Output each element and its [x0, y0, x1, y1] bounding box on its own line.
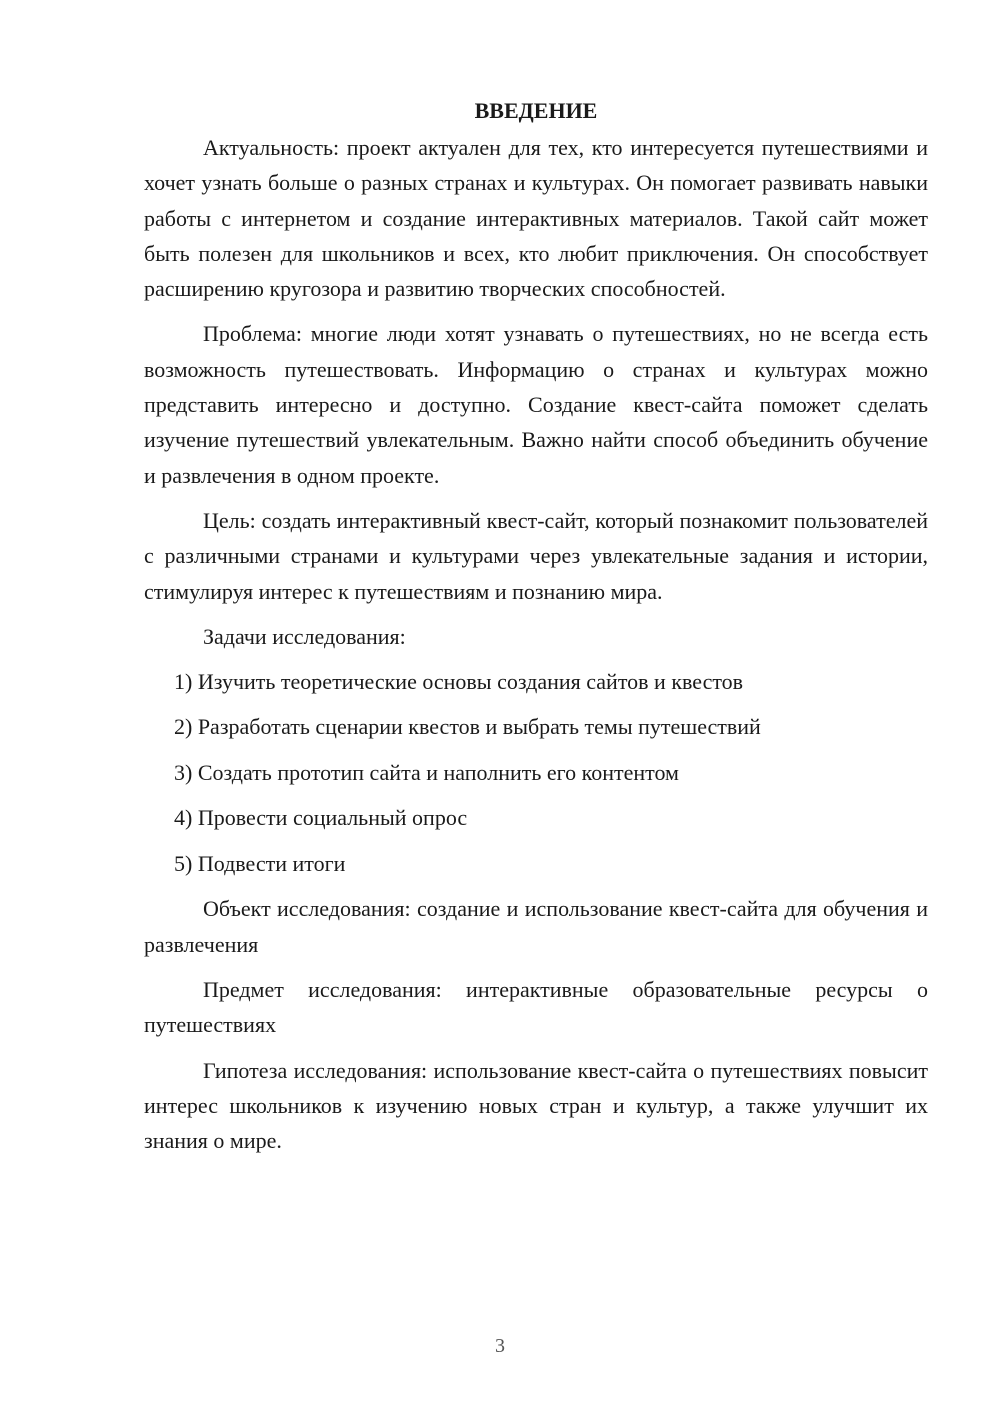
object-paragraph: Объект исследования: создание и использование квест-сайта для обучения и развлечения — [144, 896, 928, 957]
page-number: 3 — [495, 1335, 505, 1357]
task-item-1: 1) Изучить теоретические основы создания сайтов и квестов — [174, 668, 744, 694]
task-item-4: 4) Провести социальный опрос — [174, 805, 468, 831]
problem-paragraph: Проблема: многие люди хотят узнавать о путешествиях, но не всегда есть возможность путешествовать. Информацию о странах и культурах можно представить интересно и доступно. Создание квест-сайта поможет сделать изучение путешествий увлекательным. Важно найти способ объединить обучение и развлечения в одном проекте. — [144, 321, 928, 488]
goal-paragraph: Цель: создать интерактивный квест-сайт, который познакомит пользователей с различными странами и культурами через увлекательные задания и истории, стимулируя интерес к путешествиям и познанию мира. — [144, 507, 928, 604]
task-item-3: 3) Создать прототип сайта и наполнить его контентом — [174, 759, 679, 785]
relevance-paragraph: Актуальность: проект актуален для тех, кто интересуется путешествиями и хочет узнать больше о разных странах и культурах. Он помогает развивать навыки работы с интернетом и создание интерактивных материалов. Такой сайт может быть полезен для школьников и всех, кто любит приключения. Он способствует расширению кругозора и развитию творческих способностей. — [144, 135, 928, 302]
task-item-5: 5) Подвести итоги — [174, 850, 346, 876]
hypothesis-paragraph: Гипотеза исследования: использование квест-сайта о путешествиях повысит интерес школьников к изучению новых стран и культур, а также улучшит их знания о мире. — [144, 1057, 928, 1154]
page-title: ВВЕДЕНИЕ — [474, 98, 598, 123]
subject-paragraph: Предмет исследования: интерактивные образовательные ресурсы о путешествиях — [144, 976, 928, 1038]
tasks-list — [144, 664, 928, 881]
task-item-2: 2) Разработать сценарии квестов и выбрать темы путешествий — [174, 714, 761, 740]
tasks-heading: Задачи исследования: — [203, 623, 406, 649]
